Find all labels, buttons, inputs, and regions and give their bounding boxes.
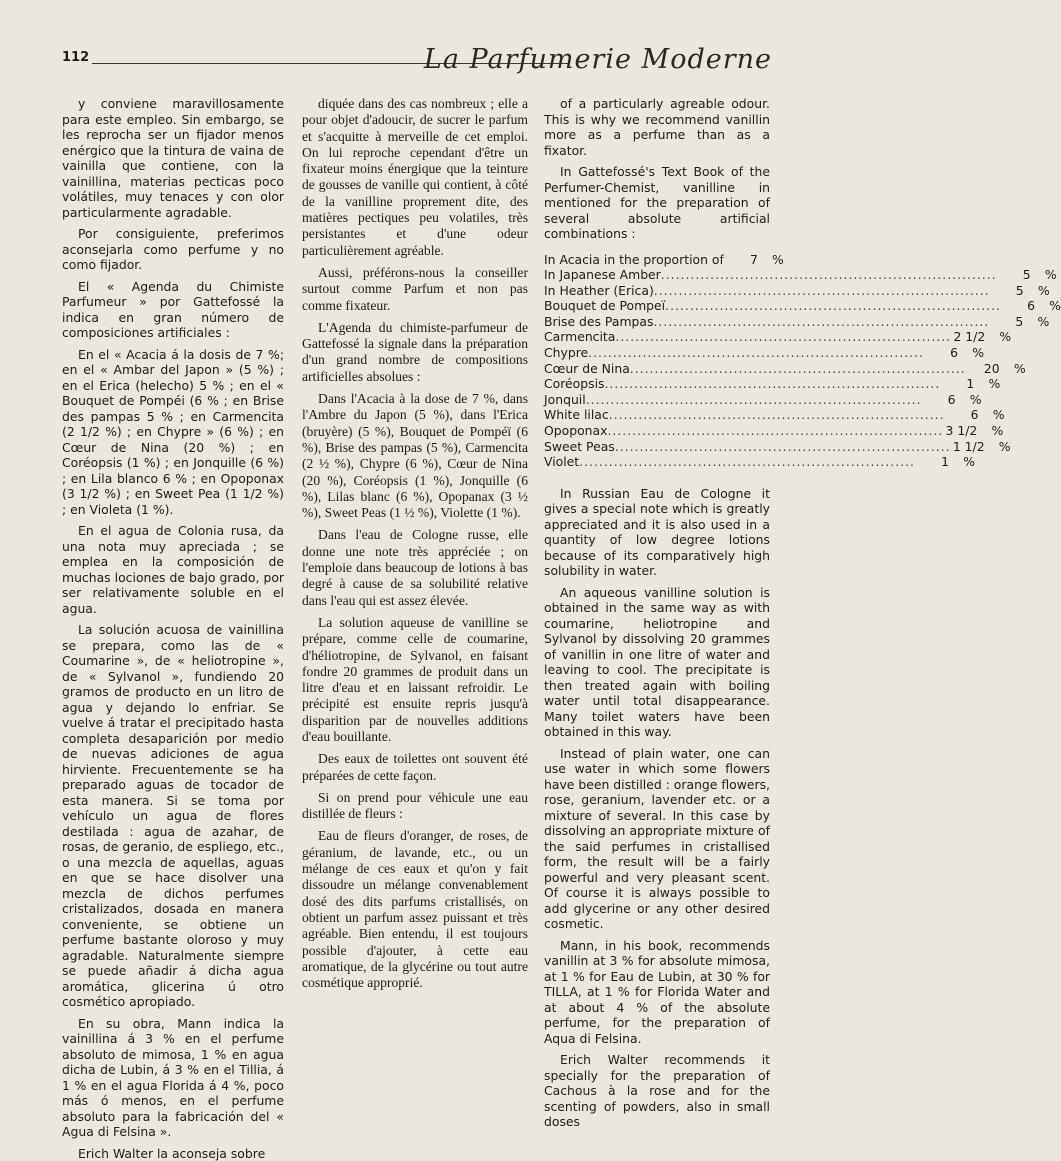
composition-value: 2 1/2	[951, 329, 985, 345]
composition-unit: %	[1024, 283, 1050, 299]
journal-title: La Parfumerie Moderne	[424, 44, 772, 75]
paragraph: Dans l'eau de Cologne russe, elle donne une note très appréciée ; on l'emploie dans beaucoup de lotions à bas degré à cause de sa solubilité relative dans l'eau qui est assez élevée.	[302, 527, 528, 608]
table-row	[544, 345, 770, 361]
leader-dots	[588, 345, 924, 361]
composition-name: Brise des Pampas	[544, 314, 653, 330]
composition-value: 6	[1001, 298, 1035, 314]
paragraph: En su obra, Mann indica la vainillina á 3 % en el perfume absoluto de mimosa, 1 % en agua dicha de Lubin, á 3 % en el Tillia, á 1 % en el agua Florida á 4 %, poco más ó menos, en el perfume absoluto para la fabricación del « Agua di Felsina ».	[62, 1016, 284, 1140]
paragraph: Por consiguiente, preferimos aconsejarla como perfume y no como fijador.	[62, 226, 284, 273]
composition-value: 1 1/2	[951, 439, 985, 455]
paragraph: Erich Walter la aconseja sobre	[62, 1146, 284, 1161]
composition-unit: %	[979, 407, 1005, 423]
paragraph: En el agua de Colonia rusa, da una nota muy apreciada ; se emplea en la composición de muchas lociones de bajo grado, por ser relativamente soluble en el agua.	[62, 523, 284, 616]
paragraph: L'Agenda du chimiste-parfumeur de Gattefossé la signale dans la préparation d'un grand nombre de compositions artificielles absolues :	[302, 320, 528, 385]
paragraph: y conviene maravillosamente para este empleo. Sin embargo, se les reprocha ser un fijador menos enérgico que la tintura de vaina de vainilla que contiene, con la vainillina, materias pecticas poco volátiles, muy tenaces y con olor particularmente agradable.	[62, 96, 284, 220]
paragraph: La solución acuosa de vainillina se prepara, como las de « Coumarine », de « heliotropine », de « Sylvanol », fundiendo 20 gramos de producto en un litro de agua y dejando lo enfriar. Se vuelve á tratar el precipitado hasta completa desaparición por medio de nuevas adiciones de agua hirviente. Frecuentemente se ha preparado aguas de tocador de esta manera. Si se toma por vehículo un agua de flores destilada : agua de azahar, de rosas, de geranio, de espliego, etc., o una mezcla de aquellas, aguas en que se hace disolver una mezcla de dichos perfumes cristalizados, dosada en manera conveniente, se obtiene un perfume bastante oloroso y muy agradable. Naturalmente siempre se puede añadir á dicha agua aromática, glicerina ú otro cosmético apropiado.	[62, 622, 284, 1010]
composition-unit: %	[985, 439, 1011, 455]
paragraph: Erich Walter recommends it specially for the preparation of Cachous à la rose and for the scenting of powders, also in small doses	[544, 1052, 770, 1130]
table-row	[544, 252, 770, 268]
composition-name: Jonquil	[544, 392, 586, 408]
composition-value: 1	[915, 454, 949, 470]
composition-name: Coréopsis	[544, 376, 604, 392]
composition-value: 6	[922, 392, 956, 408]
table-row	[544, 267, 770, 283]
composition-unit: %	[956, 392, 982, 408]
table-row	[544, 329, 770, 345]
composition-name: In Japanese Amber	[544, 267, 661, 283]
composition-name: In Heather (Erica)	[544, 283, 654, 299]
table-row	[544, 314, 770, 330]
composition-name: Opoponax	[544, 423, 607, 439]
paragraph: Des eaux de toilettes ont souvent été préparées de cette façon.	[302, 751, 528, 784]
paragraph: Instead of plain water, one can use water in which some flowers have been distilled : orange flowers, rose, geranium, lavender etc. or a mixture of several. In this case by dissolving an appropriate mixture of the said perfumes in cristallised form, the result will be a fairly powerful and very pleasant scent. Of course it is always possible to add glycerine or any other desired cosmetic.	[544, 746, 770, 932]
leader-dots	[654, 283, 990, 299]
paragraph: El « Agenda du Chimiste Parfumeur » por Gattefossé la indica en gran número de composiciones artificiales :	[62, 279, 284, 341]
leader-dots	[630, 361, 966, 377]
spanish-column	[62, 96, 284, 1036]
composition-unit: %	[977, 423, 1003, 439]
composition-table	[544, 252, 770, 470]
composition-unit: %	[1000, 361, 1026, 377]
composition-value: 5	[997, 267, 1031, 283]
leader-dots	[615, 439, 951, 455]
composition-value: 6	[924, 345, 958, 361]
leader-dots	[607, 423, 943, 439]
french-column	[302, 96, 528, 1036]
table-row	[544, 407, 770, 423]
paragraph: En el « Acacia á la dosis de 7 %; en el « Ambar del Japon » (5 %) ; en el Erica (helecho) 5 % ; en el « Bouquet de Pompéi (6 % ; en Brise des pampas 5 % ; en Carmencita (2 1/2 %) ; en Chypre » (6 %) ; en Cœur de Nina (20 %) ; en Coréopsis (1 %) ; en Jonquille (6 %) ; en Lila blanco 6 % ; en Opoponax (3 1/2 %) ; en Sweet Pea (1 1/2 %) ; en Violeta (1 %).	[62, 347, 284, 518]
leader-dots	[665, 298, 1001, 314]
leader-dots	[609, 407, 945, 423]
composition-unit: %	[1023, 314, 1049, 330]
composition-value: 7	[724, 252, 758, 268]
leader-dots	[604, 376, 940, 392]
paragraph: Mann, in his book, recommends vanillin at 3 % for absolute mimosa, at 1 % for Eau de Lubin, at 30 % for TILLA, at 1 % for Florida Water and at about 4 % of the absolute perfume, for the preparation of Aqua di Felsina.	[544, 938, 770, 1047]
table-row	[544, 454, 770, 470]
paragraph: La solution aqueuse de vanilline se prépare, comme celle de coumarine, d'héliotropine, de Sylvanol, en faisant fondre 20 grammes de produit dans un litre d'eau et en laissant refroidir. Le précipité est ensuite repris jusqu'à disparition par de nouvelles additions d'eau bouillante.	[302, 615, 528, 745]
leader-dots	[586, 392, 922, 408]
composition-unit: %	[1035, 298, 1061, 314]
composition-value: 5	[990, 283, 1024, 299]
table-row	[544, 439, 770, 455]
composition-unit: %	[985, 329, 1011, 345]
composition-name: Bouquet de Pompeï	[544, 298, 665, 314]
paragraph: Si on prend pour véhicule une eau distillée de fleurs :	[302, 790, 528, 823]
composition-unit: %	[758, 252, 784, 268]
composition-value: 6	[945, 407, 979, 423]
leader-dots	[615, 329, 951, 345]
composition-value: 5	[989, 314, 1023, 330]
composition-unit: %	[949, 454, 975, 470]
leader-dots	[661, 267, 997, 283]
composition-name: Cœur de Nina	[544, 361, 630, 377]
paragraph: Aussi, préférons-nous la conseiller surtout comme Parfum et non pas comme fixateur.	[302, 265, 528, 314]
paragraph: In Russian Eau de Cologne it gives a special note which is greatly appreciated and it is also used in a quantity of low degree lotions because of its comparatively high solubility in water.	[544, 486, 770, 579]
leader-dots	[653, 314, 989, 330]
composition-value: 1	[940, 376, 974, 392]
paragraph: diquée dans des cas nombreux ; elle a pour objet d'adoucir, de sucrer le parfum et s'acquitte à merveille de cet emploi. On lui reproche cependant d'être un fixateur moins énergique que la teinture de gousses de vanille qui contient, à côté de la vanilline proprement dite, des matières pectiques peu volatiles, très persistantes et d'une odeur particulièrement agréable.	[302, 96, 528, 259]
composition-name: Carmencita	[544, 329, 615, 345]
composition-name: Chypre	[544, 345, 588, 361]
table-row	[544, 361, 770, 377]
table-row	[544, 392, 770, 408]
table-row	[544, 423, 770, 439]
leader-dots	[579, 454, 915, 470]
english-column	[544, 96, 770, 1036]
paragraph: An aqueous vanilline solution is obtained in the same way as with coumarine, heliotropine and Sylvanol by dissolving 20 grammes of vanillin in one litre of water and leaving to cool. The precipitate is then treated again with boiling water until total disappearance. Many toilet waters have been obtained in this way.	[544, 585, 770, 740]
composition-name: Violet	[544, 454, 579, 470]
table-row	[544, 376, 770, 392]
table-row	[544, 298, 770, 314]
composition-value: 3 1/2	[943, 423, 977, 439]
composition-unit: %	[1031, 267, 1057, 283]
composition-name: In Acacia in the proportion of	[544, 252, 724, 268]
paragraph: Eau de fleurs d'oranger, de roses, de géranium, de lavande, etc., ou un mélange de ces eaux et qu'on y fait dissoudre un mélange convenablement dosé des dits parfums cristallisés, on obtient un parfum assez puissant et très agréable. Bien entendu, il est toujours possible d'ajouter, à cette eau aromatique, de la glycérine ou tout autre cosmétique approprié.	[302, 828, 528, 991]
composition-value: 20	[966, 361, 1000, 377]
paragraph: In Gattefossé's Text Book of the Perfumer-Chemist, vanilline in mentioned for the preparation of several absolute artificial combinations :	[544, 164, 770, 242]
table-row	[544, 283, 770, 299]
paragraph: of a particularly agreable odour. This is why we recommend vanillin more as a perfume than as a fixator.	[544, 96, 770, 158]
page-header	[0, 0, 800, 90]
composition-name: Sweet Peas	[544, 439, 615, 455]
composition-name: White lilac	[544, 407, 609, 423]
composition-unit: %	[958, 345, 984, 361]
page-number: 112	[62, 50, 89, 65]
composition-unit: %	[974, 376, 1000, 392]
paragraph: Dans l'Acacia à la dose de 7 %, dans l'Ambre du Japon (5 %), dans l'Erica (bruyère) (5 %), Bouquet de Pompéï (6 %), Brise des pampas (5 %), Carmencita (2 ½ %), Chypre (6 %), Cœur de Nina (20 %), Coréopsis (1 %), Jonquille (6 %), Lilas blanc (6 %), Opopanax (3 ½ %), Sweet Peas (1 ½ %), Violette (1 %).	[302, 391, 528, 521]
